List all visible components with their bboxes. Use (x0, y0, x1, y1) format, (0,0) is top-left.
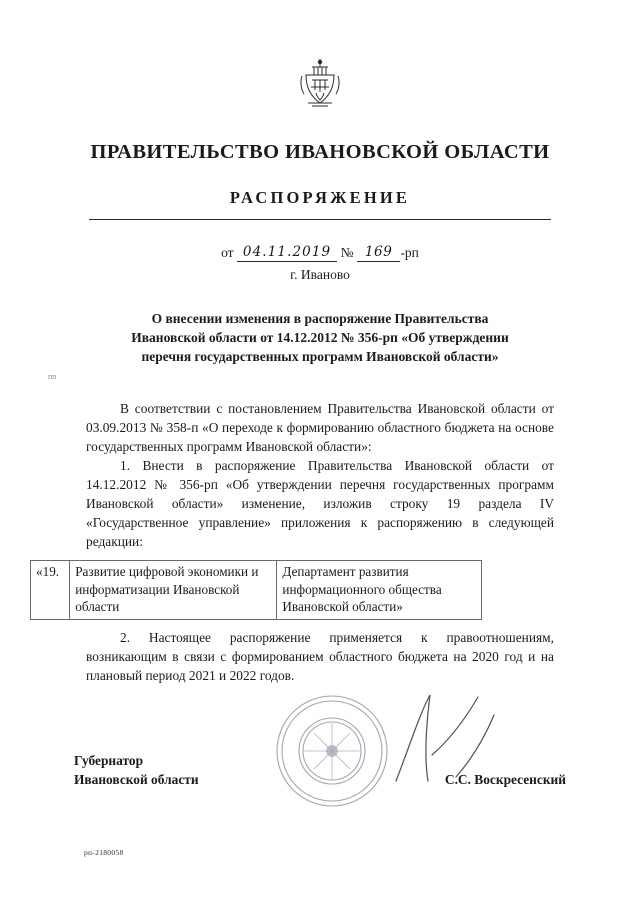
document-body (86, 367, 554, 551)
city-line: г. Иваново (290, 266, 350, 282)
signatory-position-line2: Ивановской области (74, 772, 199, 788)
signature-block (74, 685, 566, 790)
signatory-position (74, 751, 199, 790)
page-title: ПРАВИТЕЛЬСТВО ИВАНОВСКОЙ ОБЛАСТИ (90, 141, 550, 163)
document-footer-code: рп-2180058 (84, 848, 124, 857)
number-suffix: -рп (400, 245, 419, 260)
preamble-paragraph: В соответствии с постановлением Правительства Ивановской области от 03.09.2013 № 358-п «О переходе к формированию областного бюджета на основе государственных программ Ивановской области»: (86, 400, 554, 454)
number-label: № (340, 245, 354, 260)
emblem-container (0, 0, 640, 119)
date-label: от (221, 245, 234, 260)
amendment-table (30, 560, 482, 620)
signatory-name: С.С. Воскресенский (444, 772, 566, 788)
table-cell-number: «19. (31, 560, 70, 619)
title-divider (89, 219, 551, 220)
document-body-continued (86, 620, 554, 685)
item-2-paragraph: 2. Настоящее распоряжение применяется к правоотношениям, возникающим в связи с формированием областного бюджета на 2020 год и на плановый период 2021 и 2022 годов. (86, 629, 554, 683)
table-cell-program: Развитие цифровой экономики и информатизации Ивановской области (70, 560, 277, 619)
date-number-line (0, 244, 640, 283)
document-subject: О внесении изменения в распоряжение Правительства Ивановской области от 14.12.2012 № 356-рп «Об утверждении перечня государственных программ Ивановской области» (131, 311, 509, 365)
table-row (31, 560, 482, 619)
date-value: 04.11.2019 (237, 244, 337, 262)
item-1-paragraph: 1. Внести в распоряжение Правительства Ивановской области от 14.12.2012 № 356-рп «Об утверждении перечня государственных программ Ивановской области» изменение, изложив строку 19 раздела IV «Государственное управление» приложения к распоряжению в следующей редакции: (86, 457, 554, 549)
coat-of-arms-icon (288, 56, 352, 114)
round-official-stamp-icon (274, 693, 390, 809)
signatory-position-line1: Губернатор (74, 752, 144, 768)
margin-mark: пп (48, 372, 57, 381)
number-value: 169 (357, 244, 401, 262)
table-cell-responsible: Департамент развития информационного общества Ивановской области» (277, 560, 482, 619)
document-type-heading: РАСПОРЯЖЕНИЕ (229, 188, 411, 207)
